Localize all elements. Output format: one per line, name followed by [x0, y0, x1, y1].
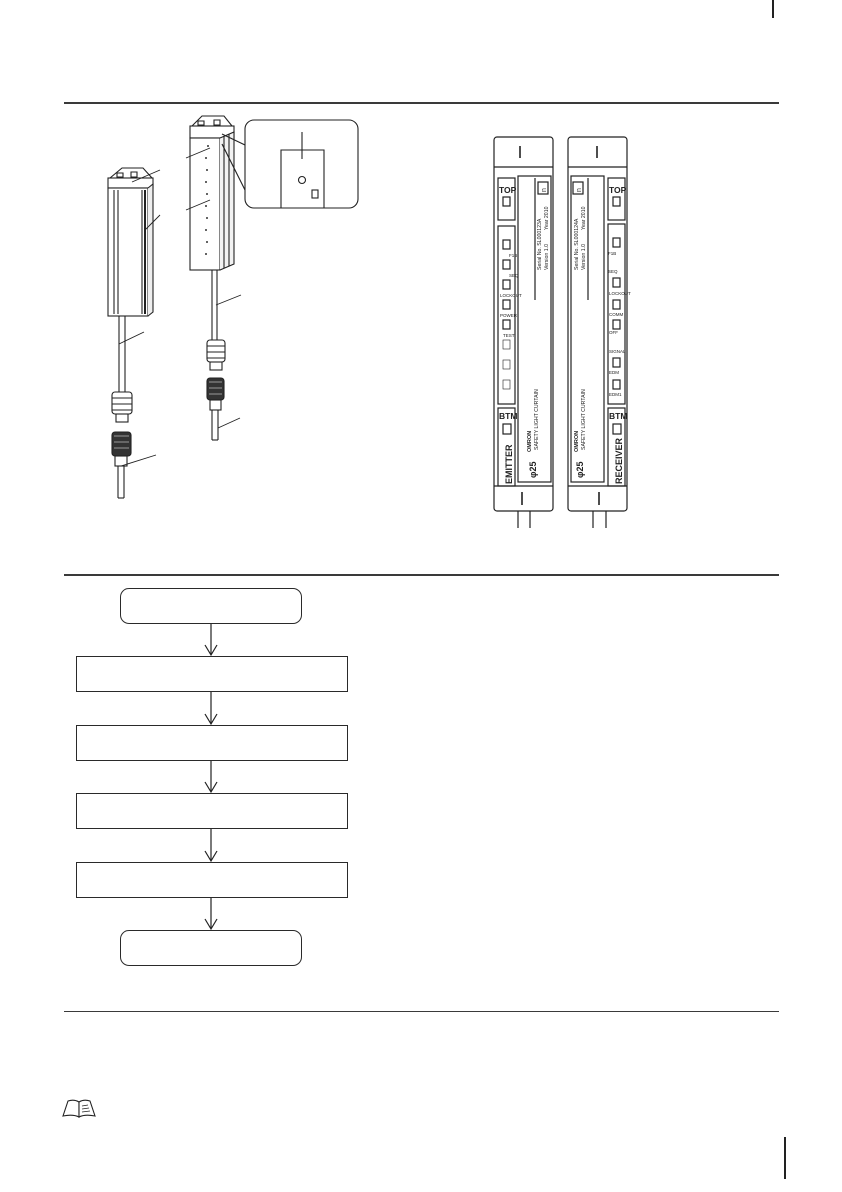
emitter-year: Year 2010	[544, 206, 550, 230]
product-illustration	[95, 112, 365, 507]
emitter-indicator-1: SEQ	[509, 273, 519, 278]
flow-step-label	[121, 931, 301, 965]
emitter-indicator-3: POWER	[500, 313, 518, 318]
receiver-version: Version 1.0	[581, 244, 587, 270]
receiver-indicator-4: OFF	[609, 330, 618, 335]
detail-callout	[222, 120, 358, 208]
flow-step-label	[121, 589, 301, 623]
label-panels	[480, 128, 640, 528]
emitter-btm-label: BTM	[499, 411, 518, 421]
receiver-indicator-1: SEQ	[608, 269, 618, 274]
flow-start	[120, 588, 302, 624]
receiver-indicator-5: SIGNAL	[609, 349, 626, 354]
emitter-product: SAFETY LIGHT CURTAIN	[534, 389, 540, 450]
receiver-brand: OMRON	[574, 430, 580, 452]
receiver-indicator-6: EDM	[609, 370, 619, 375]
emitter-unit-drawing	[108, 168, 153, 498]
receiver-top-label: TOP	[609, 185, 627, 195]
page-edge-marker	[784, 1137, 786, 1179]
receiver-indicator-3: COMM	[609, 312, 624, 317]
section-divider-middle	[64, 574, 779, 576]
receiver-year: Year 2010	[581, 206, 587, 230]
flow-end	[120, 930, 302, 966]
flow-arrows	[195, 620, 225, 935]
emitter-version: Version 1.0	[544, 244, 550, 270]
receiver-indicator-0: F1B	[608, 251, 617, 256]
section-divider-top	[64, 102, 779, 104]
emitter-indicator-4: TEST	[503, 333, 515, 338]
receiver-serial: Serial No. SL000124A	[574, 218, 580, 270]
emitter-model: φ25	[528, 461, 538, 478]
receiver-name: RECEIVER	[614, 437, 624, 484]
receiver-indicator-2: LOCKOUT	[609, 291, 631, 296]
receiver-model: φ25	[575, 461, 585, 478]
reference-book-icon	[60, 1097, 98, 1119]
emitter-brand: OMRON	[527, 430, 533, 452]
receiver-tab-mark: n	[576, 188, 583, 192]
section-divider-bottom	[64, 1011, 779, 1012]
emitter-name: EMITTER	[504, 444, 514, 484]
emitter-top-label: TOP	[499, 185, 517, 195]
receiver-unit-drawing	[190, 116, 234, 440]
emitter-indicator-2: LOCKOUT	[500, 293, 522, 298]
receiver-btm-label: BTM	[609, 411, 628, 421]
receiver-product: SAFETY LIGHT CURTAIN	[581, 389, 587, 450]
receiver-indicator-7: EDM1	[609, 392, 622, 397]
emitter-serial: Serial No. SL000123A	[537, 218, 543, 270]
emitter-indicator-0: F1B	[509, 253, 518, 258]
emitter-tab-mark: n	[541, 188, 548, 192]
crop-mark	[772, 0, 774, 18]
